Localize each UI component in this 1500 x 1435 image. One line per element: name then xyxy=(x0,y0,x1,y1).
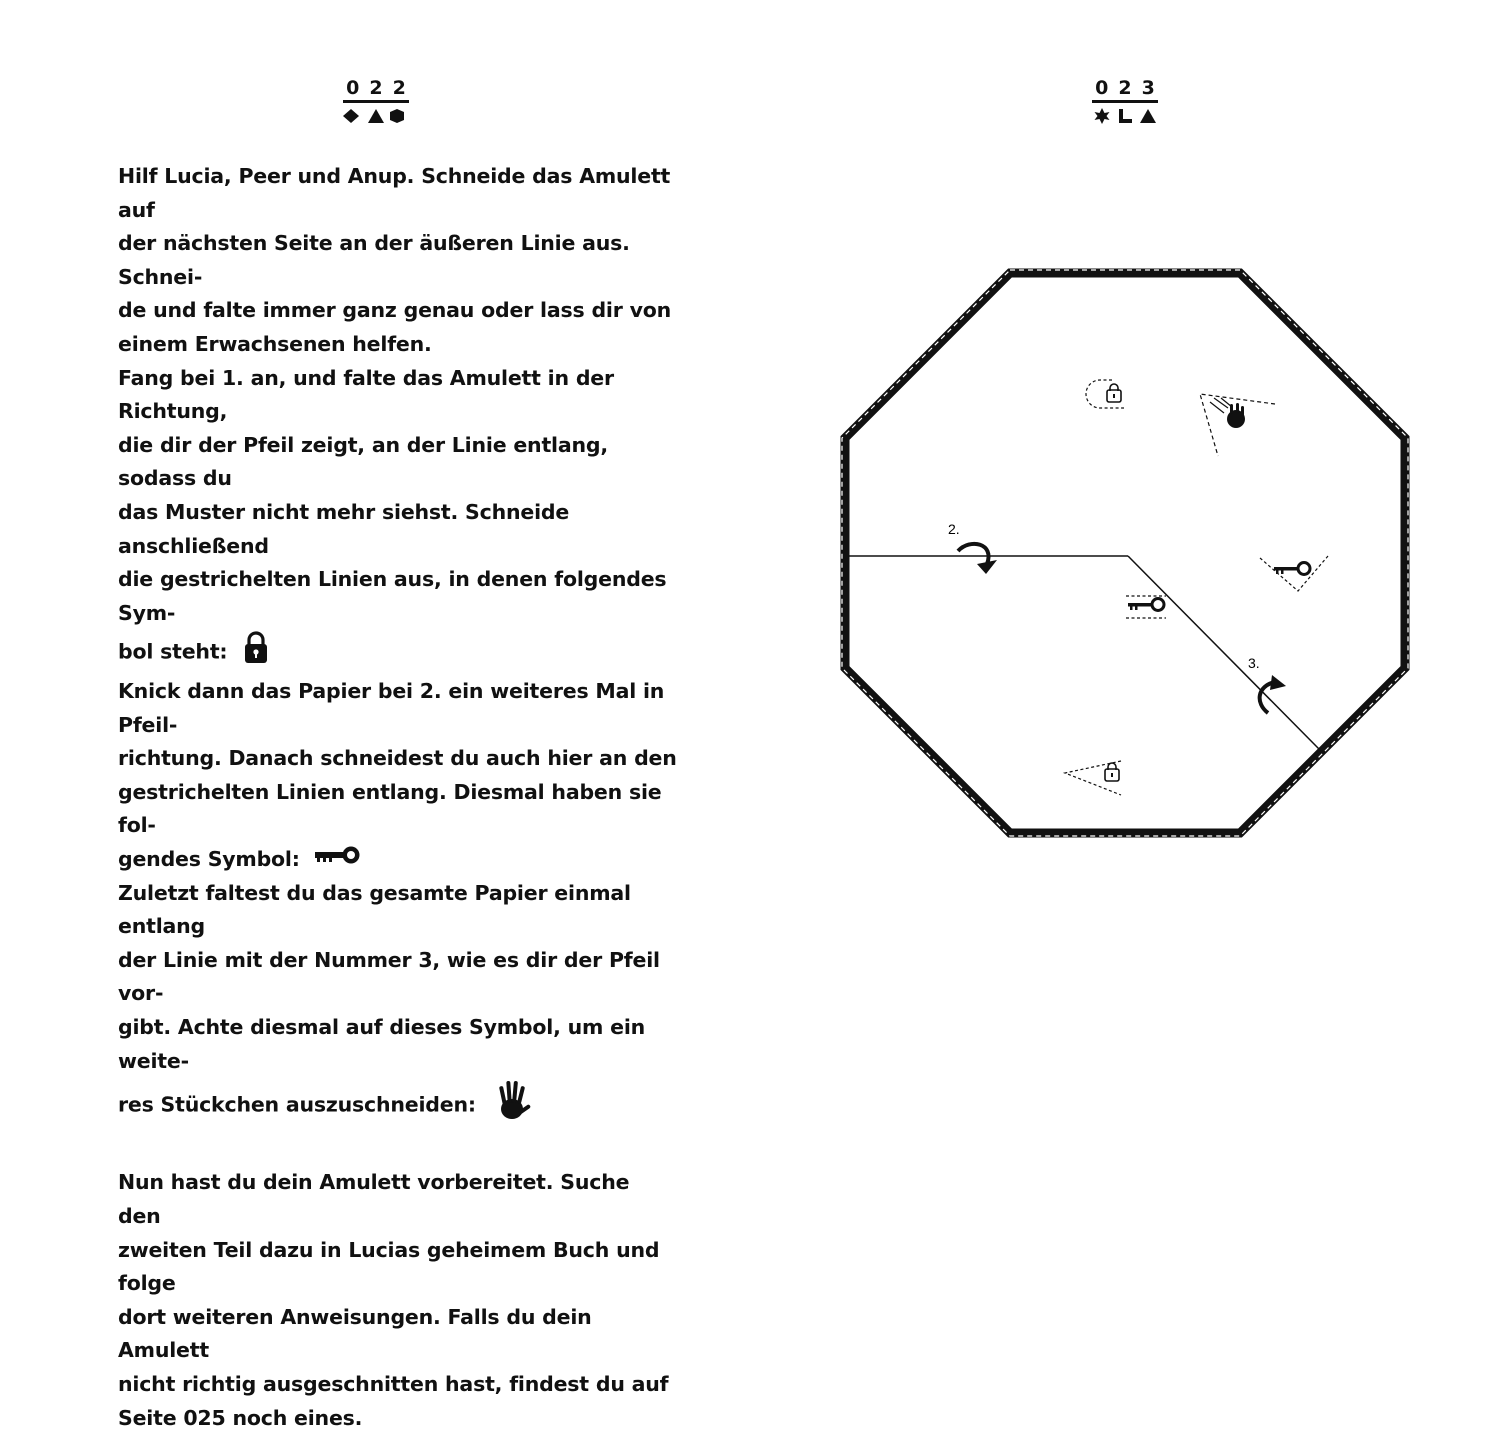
key-icon xyxy=(314,843,362,877)
page-number-text: 022 xyxy=(346,77,416,99)
paragraph-step-2: Knick dann das Papier bei 2. ein weiteres Mal in Pfeil- richtung. Danach schneidest du auch hier an den gestrichelten Linien entlang. Diesmal haben sie fol- gendes Symbol: xyxy=(118,675,678,877)
page-number-rule xyxy=(1092,100,1158,103)
triangle-icon xyxy=(368,109,384,123)
paragraph-step-3: Zuletzt faltest du das gesamte Papier einmal entlang der Linie mit der Nummer 3, wie es dir der Pfeil vor- gibt. Achte diesmal auf dieses Symbol, um ein weite- res Stückchen auszuschneiden: xyxy=(118,877,678,1133)
page-symbols-left xyxy=(341,107,411,125)
page-number-rule xyxy=(343,100,409,103)
triangle-icon xyxy=(1140,109,1156,123)
amulet-cutout xyxy=(840,268,1415,843)
diamond-icon xyxy=(343,109,359,123)
star-icon xyxy=(1095,108,1110,124)
lock-icon xyxy=(241,630,271,675)
instructions-text xyxy=(118,160,678,1435)
corner-icon xyxy=(1119,109,1132,123)
paragraph-intro: Hilf Lucia, Peer und Anup. Schneide das Amulett auf der nächsten Seite an der äußeren Linie aus. Schnei- de und falte immer ganz genau oder lass dir von einem Erwachsenen helfen. xyxy=(118,164,672,356)
page-symbols-right xyxy=(1090,107,1160,125)
fold-label-2: 2. xyxy=(948,521,960,537)
paragraph-outro: Nun hast du dein Amulett vorbereitet. Suche den zweiten Teil dazu in Lucias geheimem Buch und folge dort weiteren Anweisungen. Falls du dein Amulett nicht richtig ausgeschnitten hast, findest du auf Seite 025 noch eines. xyxy=(118,1170,669,1430)
page-number-left xyxy=(336,78,416,125)
amulet-outline xyxy=(845,273,1405,833)
hand-icon xyxy=(492,1078,532,1133)
hexagon-icon xyxy=(390,109,404,123)
page-number-right xyxy=(1085,78,1165,125)
paragraph-step-1: Fang bei 1. an, und falte das Amulett in der Richtung, die dir der Pfeil zeigt, an der Linie entlang, sodass du das Muster nicht mehr siehst. Schneide anschließend die gestrichelten Linien aus, in denen folgendes Sym- bol steht: xyxy=(118,362,678,675)
fold-label-3: 3. xyxy=(1248,655,1260,671)
page-number-text: 023 xyxy=(1095,77,1165,99)
